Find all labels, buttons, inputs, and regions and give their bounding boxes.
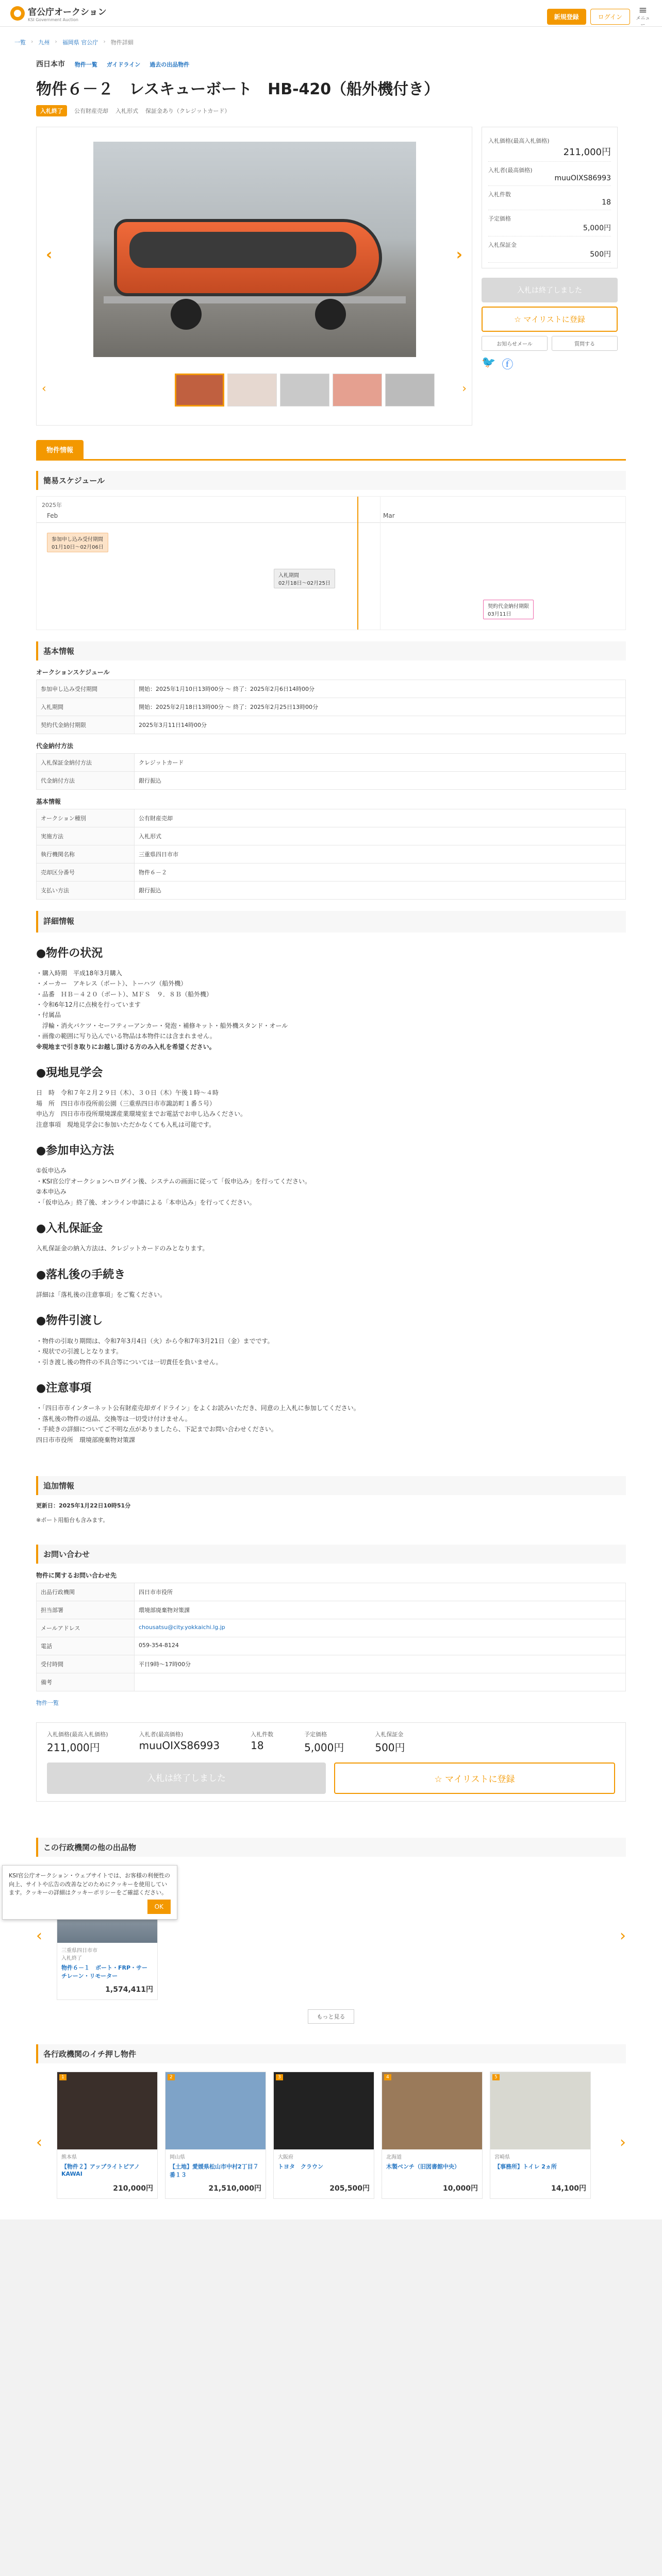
section-heading: 追加情報 <box>36 1476 626 1495</box>
item-list-link[interactable]: 物件一覧 <box>36 1700 59 1706</box>
info-table: オークション種別 公有財産売却 実施方法 入札形式 執行機関名称 三重県四日市市 売却区分番号 物件６－２ 支払い方法 銀行振込 <box>36 809 626 900</box>
register-button[interactable]: 新規登録 <box>547 9 586 25</box>
cookie-ok-button[interactable]: OK <box>147 1900 171 1914</box>
item-card[interactable]: 2 岡山県 【土地】愛媛県松山市中村2丁目７番１３ 21,510,000円 <box>165 2072 266 2199</box>
main-photo <box>93 142 416 357</box>
org-name: 西日本市 <box>36 60 65 69</box>
section-heading: お問い合わせ <box>36 1545 626 1564</box>
planned-price: 5,000円 <box>488 223 611 236</box>
tag: 入札形式 <box>115 108 138 114</box>
thumbnail[interactable] <box>333 374 382 406</box>
breadcrumb-item[interactable]: 福岡県 官公庁 <box>62 39 98 46</box>
thumbnail[interactable] <box>227 374 277 406</box>
schedule-bar-bidding: 入札期間 02月18日～02月25日 <box>274 569 335 588</box>
bid-count: 18 <box>488 198 611 210</box>
contact-email-link[interactable]: chousatsu@city.yokkaichi.lg.jp <box>139 1624 225 1631</box>
org-link[interactable]: 物件一覧 <box>74 61 97 68</box>
page-title: 物件６－２ レスキューボート HB-420（船外機付き） <box>36 80 440 98</box>
breadcrumb: 一覧 › 九州 › 福岡県 官公庁 › 物件詳細 <box>0 27 662 54</box>
section-heading: 簡易スケジュール <box>36 471 626 490</box>
image-gallery <box>36 127 472 426</box>
price-box: 入札価格(最高入札価格) 211,000円 入札者(最高価格) muuOIXS86993 入札件数 18 予定価格 5,000円 入札保証金 500円 <box>482 127 618 268</box>
menu-button[interactable]: ≡ メニュー <box>634 5 652 28</box>
breadcrumb-item[interactable]: 一覧 <box>14 39 26 46</box>
chevron-right-icon[interactable]: › <box>620 1927 626 1945</box>
thumbnail[interactable] <box>280 374 329 406</box>
logo-icon <box>10 6 25 21</box>
chevron-left-icon[interactable]: ‹ <box>36 1927 42 1945</box>
chevron-left-icon[interactable]: ‹ <box>46 246 53 264</box>
item-card[interactable]: 3 大阪府 トヨタ クラウン 205,500円 <box>273 2072 374 2199</box>
bid-ended-button: 入札は終了しました <box>482 278 618 302</box>
contact-table: 出品行政機関 四日市市役所 担当部署 環境部廃棄物対策課 メールアドレス chousatsu@city.yokkaichi.lg.jp 電話 059-354-8124 受付時間 平日9時～17時00分 備考 <box>36 1583 626 1691</box>
section-heading: 各行政機関のイチ押し物件 <box>36 2044 626 2063</box>
item-card[interactable]: 5 宮崎県 【事務所】トイレ 2ヵ所 14,100円 <box>490 2072 591 2199</box>
site-logo[interactable]: 官公庁オークション KSI Government Auction <box>10 5 107 22</box>
chevron-right-icon[interactable]: › <box>620 2133 626 2151</box>
facebook-icon[interactable]: ⓕ <box>502 359 514 371</box>
section-heading: 基本情報 <box>36 641 626 660</box>
thumbnail[interactable] <box>175 374 224 406</box>
info-table: 入札保証金納付方法 クレジットカード 代金納付方法 銀行振込 <box>36 753 626 790</box>
chevron-right-icon[interactable]: › <box>456 246 462 264</box>
item-card[interactable]: 4 北海道 木製ベンチ（旧図書館中央） 10,000円 <box>382 2072 483 2199</box>
tag: 公有財産売却 <box>74 108 108 114</box>
add-mylist-button[interactable]: ☆ マイリストに登録 <box>482 307 618 332</box>
chevron-right-icon[interactable]: › <box>462 382 467 395</box>
bid-ended-button: 入札は終了しました <box>47 1762 326 1794</box>
login-button[interactable]: ログイン <box>590 9 630 25</box>
updated-date: 更新日：2025年1月22日10時51分 <box>36 1502 131 1509</box>
detail-section: 詳細情報 ●物件の状況 ・購入時期 平成18年3月購入 ・メーカー アキレス（ボート）、トーハツ（船外機） ・品番 ＨＢ－４２０（ボート）、ＭＦＳ ９．８Ｂ（船外機） ・令和6年12月に点検を行っています ・付属品 浮輪・消火バケツ・セーフティーアンカー・発泡・補修キット・船外機スタンド・オール ・画像の範囲に写り込んでいる物品は本物件には含まれません。 ※現地まで引き取りにお越し頂ける方のみ入札を希望ください。 ●現地見学会 日 時 令和７年２月２９日（木）、３０日（木）午後１時～４時 場 所 四日市市役所前公園（三重県四日市市諏訪町１番５号） 申込方 四日市市役所環境課産業環境室までお電話でお申し込みください。 注意事項 現地見学会に参加いただかなくても入札は可能です。 ●参加申込方法 ①仮申込み ・KSI官公庁オークションへログイン後、システムの画面に従って「仮申込み」を行ってください。 ②本申込み ・「仮申込み」終了後、オンライン申請による「本申込み」を行ってください。 ●入札保証金 入札保証金の納入方法は、クレジットカードのみとなります。 ●落札後の手続き 詳細は「落札後の注意事項」をご覧ください。 ●物件引渡し ・物件の引取り期間は、令和7年3月4日（火）から令和7年3月21日（金）までです。 ・現状での引渡しとなります。 ・引き渡し後の物件の不具合等については一切責任を負いません。 ●注意事項 ・「四日市市インターネット公有財産売却ガイドライン」をよくお読みいただき、同意の上入札に参加してください。 ・落札後の物件の返品、交換等は一切受け付けません。 ・手続きの詳細についてご不明な点がありましたら、下記までお問い合わせください。 四日市市役所 環境部廃棄物対策課 <box>36 911 626 1445</box>
section-heading: 詳細情報 <box>36 911 626 933</box>
chevron-left-icon[interactable]: ‹ <box>42 382 46 395</box>
twitter-icon[interactable]: 🐦 <box>482 356 496 369</box>
schedule-bar-application: 参加申し込み受付期間 01月10日～02月06日 <box>47 533 108 552</box>
chevron-left-icon[interactable]: ‹ <box>36 2133 42 2151</box>
item-card[interactable]: 三重県四日市市 入札終了 物件６－１ ボート・FRP・サーチレーン・リモーター 1,574,411円 <box>57 1865 158 2000</box>
thumbnail[interactable] <box>385 374 435 406</box>
show-more-button[interactable]: もっと見る <box>308 2009 354 2024</box>
site-header <box>0 0 662 27</box>
mail-button[interactable]: お知らせメール <box>482 336 548 351</box>
status-badge: 入札終了 <box>36 105 67 116</box>
schedule-bar-payment: 契約代金納付期限 03月11日 <box>483 600 534 619</box>
hamburger-icon: ≡ <box>638 4 648 16</box>
current-price: 211,000円 <box>488 145 611 162</box>
question-button[interactable]: 質問する <box>552 336 618 351</box>
deposit: 500円 <box>488 249 611 263</box>
top-bidder: muuOIXS86993 <box>488 174 611 186</box>
breadcrumb-item[interactable]: 九州 <box>38 39 50 46</box>
main-content: 西日本市 物件一覧 ガイドライン 過去の出品物件 物件６－２ レスキューボート HB-420（船外機付き） 入札終了 公有財産売却 入札形式 保証金あり（クレジットカード） ‹ › ‹ › 入札価格(最高入札価格) 211,000円 入札者(最高価格) muuOIXS86993 入札件数 18 予定価格 5,000円 入札保証金 500円 入札は終了しました ☆ マイリストに登録 お知らせメール 質問する 🐦 ⓕ 物件情報 簡易スケジュール 2025年 Feb Mar 参加申し込み受付期間 01月10日～02月06日 入札期間 02月18日～02月25日 契約代金納付期限 03月11日 基本情報 オークションスケジュール 参加申し込み受付期間 開始：2025年1月10日13時00分 ～ 終了：2025年2月6日14時00分 入札期間 開始：2025年2月18日13時00分 ～ 終了：2025年2月25日13時00分 契約代金納付期限 2025年3月11日14時00分 代金納付方法 入札保証金納付方法 クレジットカード 代金納付方法 銀行振込 基本情報 オークション種別 公有財産売却 実施方法 入札形式 執行機関名称 三重県四日市市 売却区分番号 物件６－２ 支払い方法 銀行振込 詳細情報 ●物件の状況 ・購入時期 平成18年3月購入 ・メーカー アキレス（ボート）、トーハツ（船外機） ・品番 ＨＢ－４２０（ボート）、ＭＦＳ ９．８Ｂ（船外機） ・令和6年12月に点検を行っています ・付属品 浮輪・消火バケツ・セーフティーアンカー・発泡・補修キット・船外機スタンド・オール ・画像の範囲に写り込んでいる物品は本物件には含まれません。 ※現地まで引き取りにお越し頂ける方のみ入札を希望ください。 ●現地見学会 日 時 令和７年２月２９日（木）、３０日（木）午後１時～４時 場 所 四日市市役所前公園（三重県四日市市諏訪町１番５号） 申込方 四日市市役所環境課産業環境室までお電話でお申し込みください。 注意事項 現地見学会に参加いただかなくても入札は可能です。 ●参加申込方法 ①仮申込み ・KSI官公庁オークションへログイン後、システムの画面に従って「仮申込み」を行ってください。 ②本申込み ・「仮申込み」終了後、オンライン申請による「本申込み」を行ってください。 ●入札保証金 入札保証金の納入方法は、クレジットカードのみとなります。 ●落札後の手続き 詳細は「落札後の注意事項」をご覧ください。 ●物件引渡し ・物件の引取り期間は、令和7年3月4日（火）から令和7年3月21日（金）までです。 ・現状での引渡しとなります。 ・引き渡し後の物件の不具合等については一切責任を負いません。 ●注意事項 ・「四日市市インターネット公有財産売却ガイドライン」をよくお読みいただき、同意の上入札に参加してください。 ・落札後の物件の返品、交換等は一切受け付けません。 ・手続きの詳細についてご不明な点がありましたら、下記までお問い合わせください。 四日市市役所 環境部廃棄物対策課 追加情報 更新日：2025年1月22日10時51分 ※ポート用船台も含みます。 お問い合わせ 物件に関するお問い合わせ先 出品行政機関 四日市市役所 担当部署 環境部廃棄物対策課 メールアドレス chousatsu@city.yokkaichi.lg.jp 電話 059-354-8124 受付時間 平日9時～17時00分 備考 物件一覧 入札価格(最高入札価格) 211,000円 入札者(最高価格) muuOIXS86993 入札件数 18 予定価格 5,000円 入札保証金 500円 入札は終了しました ☆ マイリストに登録 この行政機関の他の出品物 ‹ 三重県四日市市 入札終了 物件６－１ ボート・FRP・サーチレーン・リモーター 1,574,411円 › もっと見る 各行政機関のイチ押し物件 ‹ 1 熊本県 【物件２】アップライトピアノ KAWAI 210,000円 2 岡山県 【土地】愛媛県松山市中村2丁目７番１３ 21,510,000円 3 大阪府 トヨタ クラウン 205,500円 4 北海道 木製ベンチ（旧図書館中央） 10,000円 5 宮崎県 【事務所】トイレ 2ヵ所 14,100円 › <box>0 54 662 2219</box>
cookie-banner: KSI官公庁オークション・ウェブサイトでは、お客様の利便性の向上、サイトや広告の改善などのためにクッキーを使用しています。クッキーの詳細はクッキーポリシーをご確認ください。 OK <box>2 1865 177 1920</box>
section-heading: この行政機関の他の出品物 <box>36 1838 626 1857</box>
schedule-timeline: 2025年 Feb Mar 参加申し込み受付期間 01月10日～02月06日 入札期間 02月18日～02月25日 契約代金納付期限 03月11日 <box>36 496 626 630</box>
breadcrumb-current: 物件詳細 <box>110 39 134 46</box>
org-link[interactable]: ガイドライン <box>106 61 141 68</box>
tag: 保証金あり（クレジットカード） <box>145 108 230 114</box>
bottom-price-bar: 入札価格(最高入札価格) 211,000円 入札者(最高価格) muuOIXS86993 入札件数 18 予定価格 5,000円 入札保証金 500円 入札は終了しました ☆ マイリストに登録 <box>36 1722 626 1802</box>
item-card[interactable]: 1 熊本県 【物件２】アップライトピアノ KAWAI 210,000円 <box>57 2072 158 2199</box>
info-table: 参加申し込み受付期間 開始：2025年1月10日13時00分 ～ 終了：2025年2月6日14時00分 入札期間 開始：2025年2月18日13時00分 ～ 終了：2025年2月25日13時00分 契約代金納付期限 2025年3月11日14時00分 <box>36 680 626 734</box>
org-link[interactable]: 過去の出品物件 <box>150 61 190 68</box>
tab-item-info[interactable]: 物件情報 <box>36 440 84 459</box>
add-mylist-button[interactable]: ☆ マイリストに登録 <box>334 1762 615 1794</box>
